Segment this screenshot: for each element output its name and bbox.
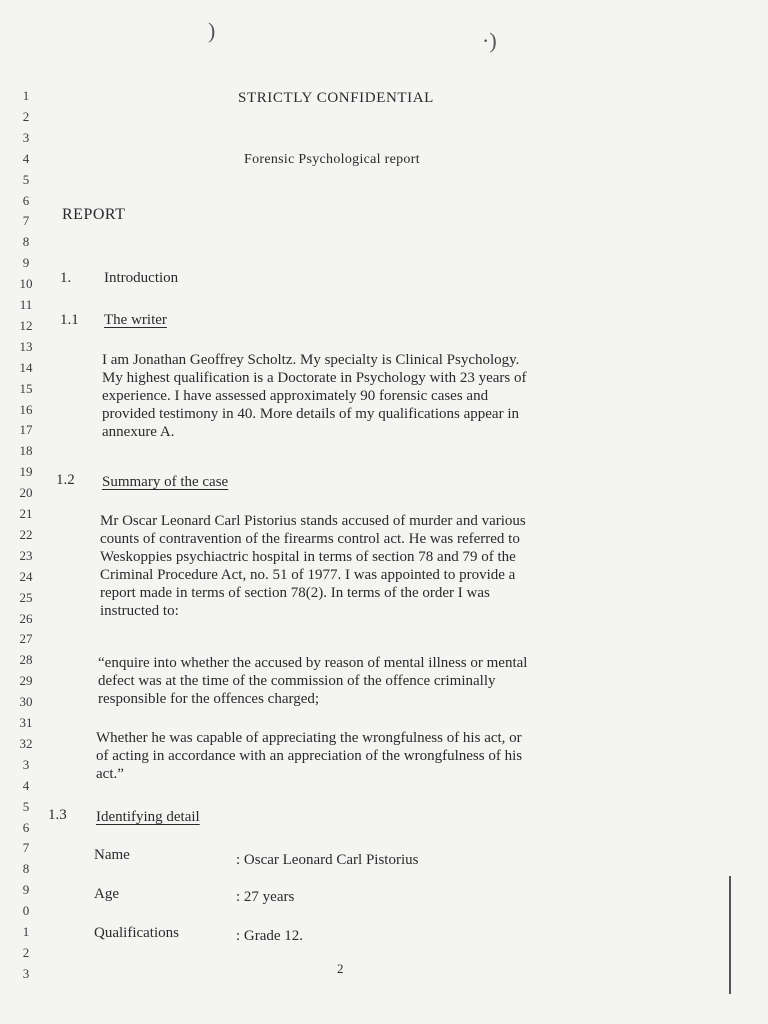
case-summary-paragraph [100,512,636,620]
line-number: 26 [19,610,33,626]
line-number: 10 [19,276,33,292]
line-number: 16 [19,401,33,417]
line-number: 7 [22,213,30,229]
quote-line: “enquire into whether the accused by reason of mental illness or mental [98,655,528,671]
case-summary-line: instructed to: [100,603,179,619]
line-number: 1 [22,924,30,939]
line-number: 3 [22,756,30,772]
quote-line: Whether he was capable of appreciating the wrongfulness of his act, or [96,730,522,746]
line-number: 3 [22,965,30,981]
quote-line: of acting in accordance with an appreciation of the wrongfulness of his [96,748,523,764]
detail-label-qualifications: Qualifications [94,925,179,941]
line-number: 27 [19,631,33,647]
case-summary-line: Weskoppies psychiactric hospital in terms of section 78 and 79 of the [100,549,516,565]
scan-edge-line [729,876,731,994]
detail-value-age: : 27 years [236,889,295,905]
line-number: 31 [19,715,33,730]
quote-line: responsible for the offences charged; [98,691,320,707]
section-1-1-number: 1.1 [60,312,79,328]
order-quote-paragraph-1 [98,654,634,708]
line-number: 13 [19,338,33,354]
section-1-title: Introduction [104,270,179,286]
line-number: 17 [19,422,33,438]
case-summary-line: counts of contravention of the firearms control act. He was referred to [100,531,520,547]
order-quote-paragraph-2 [96,729,616,783]
writer-paragraph [102,351,637,441]
line-number: 0 [22,903,30,919]
detail-value-name: : Oscar Leonard Carl Pistorius [236,852,419,868]
case-summary-line: Mr Oscar Leonard Carl Pistorius stands accused of murder and various [100,513,526,529]
line-number: 5 [22,171,30,187]
report-heading: REPORT [62,206,126,223]
case-summary-line: report made in terms of section 78(2). In terms of the order I was [100,585,490,601]
line-number: 1 [22,88,30,103]
detail-label-age: Age [94,886,119,902]
quote-line: defect was at the time of the commission of the offence criminally [98,673,496,689]
line-number: 12 [19,317,33,333]
line-number: 3 [22,129,30,145]
line-number: 5 [22,798,30,814]
writer-line: I am Jonathan Geoffrey Scholtz. My specialty is Clinical Psychology. [102,352,520,368]
line-number: 32 [19,735,33,751]
section-1-2-title: Summary of the case [102,474,229,490]
section-1-1-title: The writer [104,312,167,328]
case-summary-line: Criminal Procedure Act, no. 51 of 1977. I was appointed to provide a [100,567,516,583]
line-number: 24 [19,568,33,584]
line-number: 22 [19,526,33,542]
line-number: 4 [22,150,30,166]
writer-line: My highest qualification is a Doctorate in Psychology with 23 years of [102,370,527,386]
scan-mark-right: ·) [482,28,497,53]
line-number: 6 [22,192,30,208]
section-1-2-number: 1.2 [56,472,75,488]
line-number: 4 [22,777,30,793]
section-1-3-title: Identifying detail [96,809,200,825]
line-number: 25 [19,589,33,605]
document-subtitle: Forensic Psychological report [244,152,420,167]
line-number: 8 [22,234,30,250]
line-number: 7 [22,840,30,856]
page-number: 2 [337,961,344,976]
line-number: 2 [22,944,30,960]
line-number: 20 [19,485,33,501]
detail-label-name: Name [94,847,130,863]
line-number: 29 [19,673,33,689]
line-number: 18 [19,443,33,459]
line-number: 19 [19,464,33,480]
writer-line: provided testimony in 40. More details of my qualifications appear in [102,406,519,422]
line-number: 2 [22,108,30,124]
line-number: 11 [19,297,33,312]
line-number: 23 [19,547,33,563]
writer-line: experience. I have assessed approximately 90 forensic cases and [102,388,489,404]
writer-line: annexure A. [102,424,175,440]
line-number: 21 [19,506,33,521]
line-number: 8 [22,861,30,877]
line-number: 15 [19,380,33,396]
document-title: STRICTLY CONFIDENTIAL [238,90,434,106]
section-1-3-number: 1.3 [48,807,67,823]
scan-mark-left: ) [208,18,216,43]
line-number: 30 [19,694,33,710]
line-number: 9 [22,255,30,271]
line-number: 6 [22,819,30,835]
detail-value-qualifications: : Grade 12. [236,928,304,944]
line-number: 14 [19,359,33,375]
quote-line: act.” [96,766,124,782]
section-1-number: 1. [60,270,72,286]
line-number: 9 [22,882,30,898]
line-number: 28 [19,652,33,668]
